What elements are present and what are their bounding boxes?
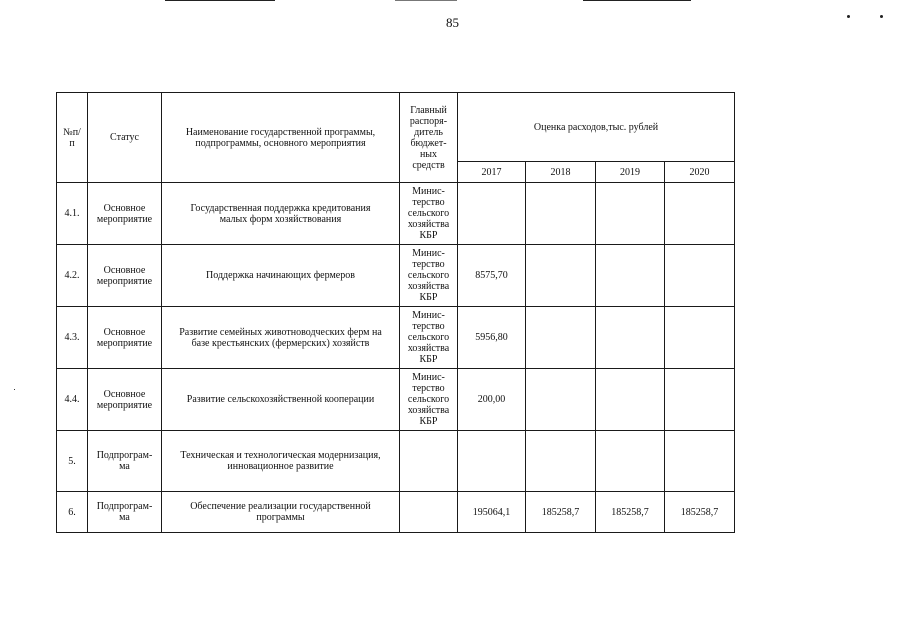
header-year: 2017 — [458, 162, 526, 183]
row-manager: Минис- терство сельского хозяйства КБР — [400, 245, 458, 307]
row-manager — [400, 431, 458, 492]
row-value-2018 — [526, 307, 596, 369]
row-status: Основное мероприятие — [88, 183, 162, 245]
row-value-2018: 185258,7 — [526, 492, 596, 533]
row-name: Обеспечение реализации государственной программы — [162, 492, 400, 533]
row-num: 4.4. — [57, 369, 88, 431]
row-manager: Минис- терство сельского хозяйства КБР — [400, 183, 458, 245]
row-value-2019 — [596, 369, 665, 431]
row-manager: Минис- терство сельского хозяйства КБР — [400, 369, 458, 431]
row-value-2019 — [596, 245, 665, 307]
row-value-2020 — [665, 431, 735, 492]
table-row — [57, 245, 735, 307]
row-value-2019 — [596, 183, 665, 245]
row-name: Техническая и технологическая модернизация, инновационное развитие — [162, 431, 400, 492]
header-year: 2019 — [596, 162, 665, 183]
row-value-2017 — [458, 183, 526, 245]
table-row — [57, 431, 735, 492]
row-value-2017: 5956,80 — [458, 307, 526, 369]
row-manager — [400, 492, 458, 533]
row-value-2020: 185258,7 — [665, 492, 735, 533]
row-manager: Минис- терство сельского хозяйства КБР — [400, 307, 458, 369]
table-row — [57, 492, 735, 533]
header-expenses-label: Оценка расходов,тыс. рублей — [533, 121, 659, 133]
row-value-2020 — [665, 307, 735, 369]
row-value-2020 — [665, 183, 735, 245]
row-name: Поддержка начинающих фермеров — [162, 245, 400, 307]
scan-artifact-line — [583, 0, 691, 1]
row-num: 6. — [57, 492, 88, 533]
header-status-label: Статус — [110, 132, 139, 143]
row-value-2019 — [596, 307, 665, 369]
row-value-2020 — [665, 369, 735, 431]
header-year: 2018 — [526, 162, 596, 183]
header-name — [162, 93, 400, 183]
table-row — [57, 183, 735, 245]
table-header-row — [57, 93, 735, 162]
scan-artifact-line — [395, 0, 457, 1]
row-num: 4.3. — [57, 307, 88, 369]
row-num: 5. — [57, 431, 88, 492]
header-manager-label: Главный распоря- дитель бюджет- ных средств — [409, 104, 448, 171]
header-num — [57, 93, 88, 183]
row-value-2018 — [526, 431, 596, 492]
row-value-2017 — [458, 431, 526, 492]
row-num: 4.1. — [57, 183, 88, 245]
row-value-2020 — [665, 245, 735, 307]
row-value-2018 — [526, 369, 596, 431]
row-status: Основное мероприятие — [88, 307, 162, 369]
row-value-2019: 185258,7 — [596, 492, 665, 533]
row-value-2018 — [526, 245, 596, 307]
expense-table — [56, 92, 735, 533]
row-num: 4.2. — [57, 245, 88, 307]
header-status — [88, 93, 162, 183]
page-number: 85 — [446, 15, 459, 30]
table-row — [57, 369, 735, 431]
row-status: Основное мероприятие — [88, 245, 162, 307]
header-expenses — [458, 93, 735, 162]
table-row — [57, 307, 735, 369]
header-name-label: Наименование государственной программы, подпрограммы, основного мероприятия — [185, 126, 376, 149]
row-name: Государственная поддержка кредитования малых форм хозяйствования — [162, 183, 400, 245]
row-value-2018 — [526, 183, 596, 245]
row-name: Развитие сельскохозяйственной кооперации — [162, 369, 400, 431]
row-name: Развитие семейных животноводческих ферм на базе крестьянских (фермерских) хозяйств — [162, 307, 400, 369]
row-status: Подпрограм- ма — [88, 492, 162, 533]
row-value-2017: 200,00 — [458, 369, 526, 431]
header-year: 2020 — [665, 162, 735, 183]
row-value-2017: 8575,70 — [458, 245, 526, 307]
row-status: Подпрограм- ма — [88, 431, 162, 492]
header-manager — [400, 93, 458, 183]
row-status: Основное мероприятие — [88, 369, 162, 431]
row-value-2019 — [596, 431, 665, 492]
scan-artifact-dot — [14, 389, 15, 390]
scan-artifact-line — [165, 0, 275, 1]
header-num-label: №п/ п — [63, 126, 81, 149]
row-value-2017: 195064,1 — [458, 492, 526, 533]
